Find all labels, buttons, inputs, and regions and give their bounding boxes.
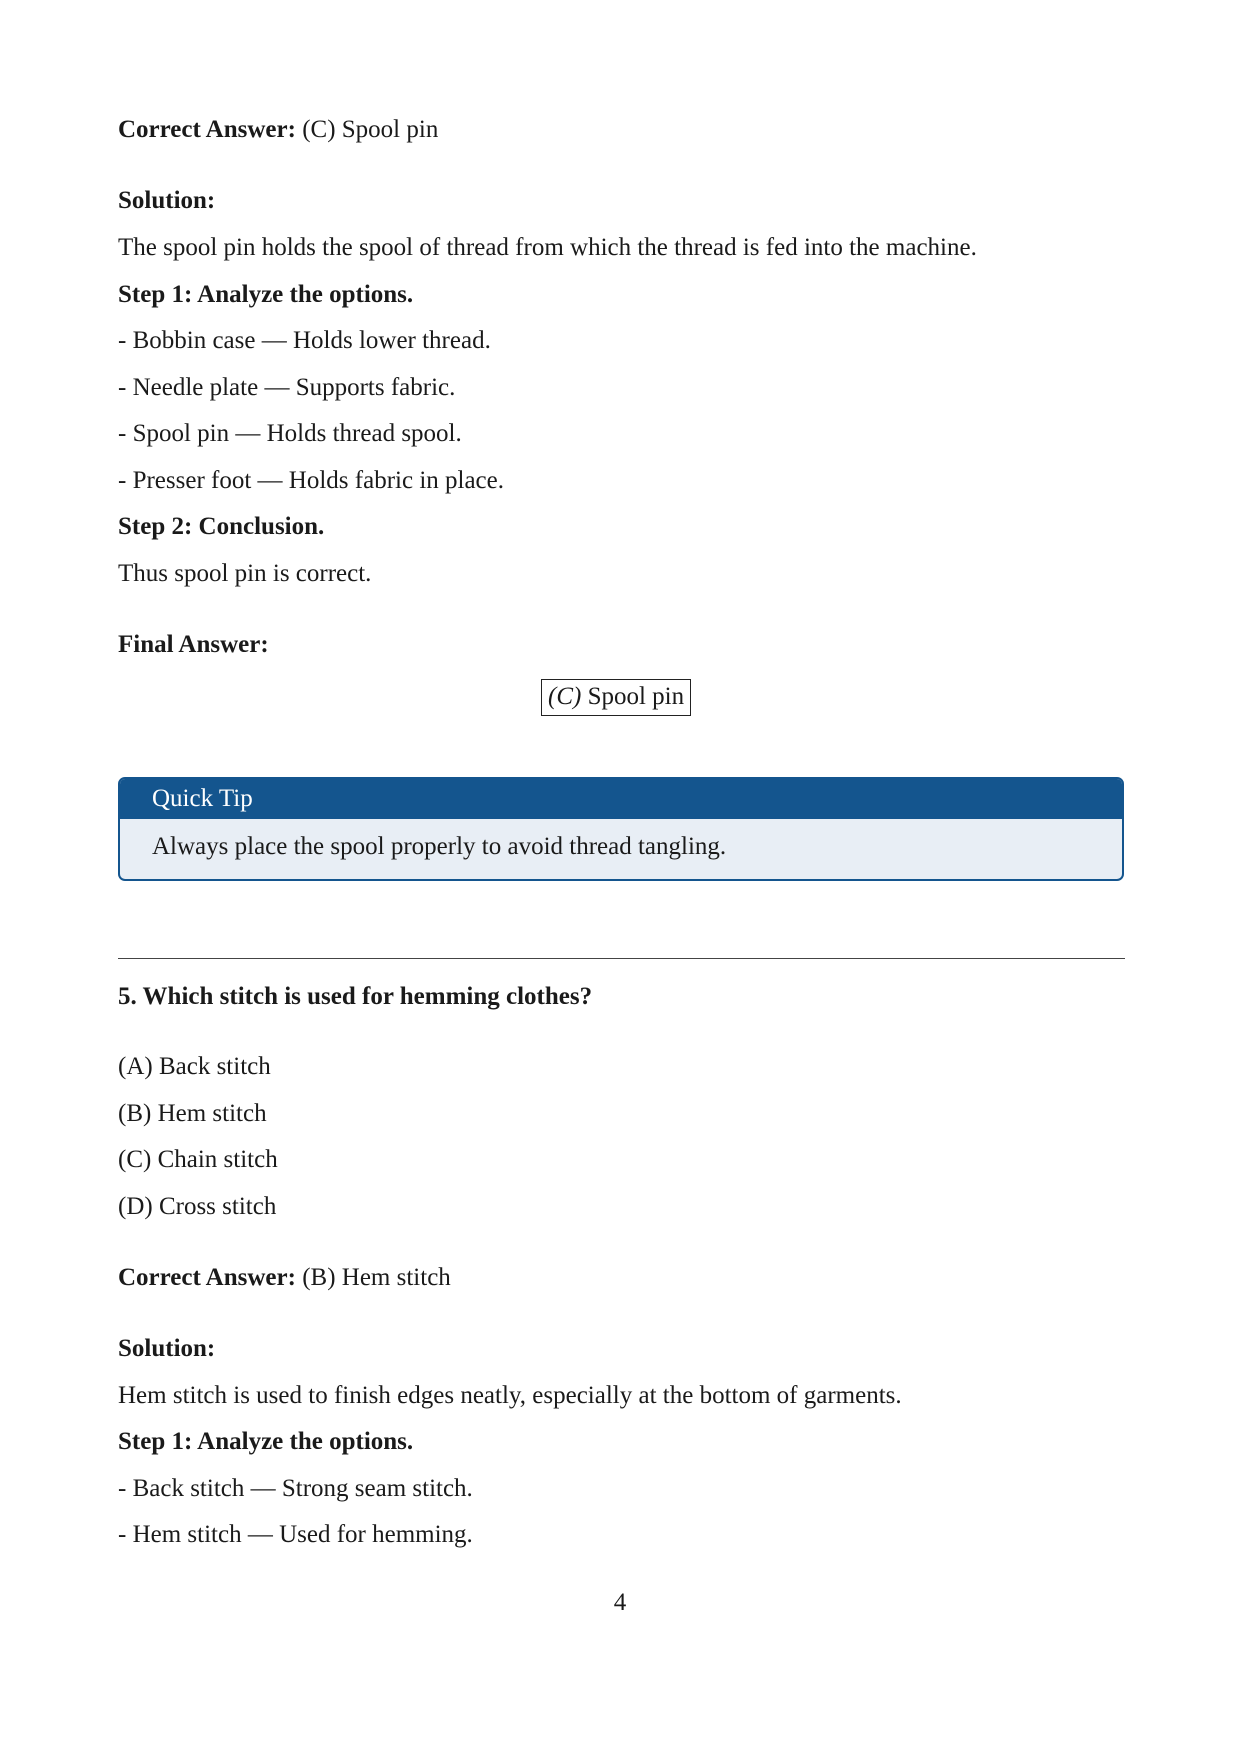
q4-option-item: - Needle plate — Supports fabric. <box>118 374 456 401</box>
q5-choice: (D) Cross stitch <box>118 1193 277 1220</box>
q5-choice: (B) Hem stitch <box>118 1100 267 1127</box>
q4-option-item: - Bobbin case — Holds lower thread. <box>118 327 491 354</box>
q5-solution-intro: Hem stitch is used to finish edges neatly, especially at the bottom of garments. <box>118 1382 902 1409</box>
q5-choice: (A) Back stitch <box>118 1053 271 1080</box>
q5-question: 5. Which stitch is used for hemming clothes? <box>118 983 593 1010</box>
quick-tip-text: Always place the spool properly to avoid thread tangling. <box>152 833 727 860</box>
quick-tip-box <box>118 777 1124 881</box>
final-answer-box <box>541 679 691 716</box>
q5-choice: (C) Chain stitch <box>118 1146 278 1173</box>
q4-solution-intro: The spool pin holds the spool of thread from which the thread is fed into the machine. <box>118 234 977 261</box>
q5-option-item: - Hem stitch — Used for hemming. <box>118 1521 473 1548</box>
q5-step1-heading: Step 1: Analyze the options. <box>118 1428 414 1455</box>
q4-final-answer-label: Final Answer: <box>118 631 269 658</box>
quick-tip-title: Quick Tip <box>120 779 1122 819</box>
q5-correct-answer <box>118 1263 451 1293</box>
q5-option-item: - Back stitch — Strong seam stitch. <box>118 1475 473 1502</box>
q4-correct-answer <box>118 115 438 145</box>
final-answer-text: Spool pin <box>587 683 685 710</box>
correct-answer-label: Correct Answer: <box>118 1264 296 1291</box>
q4-step2-heading: Step 2: Conclusion. <box>118 513 325 540</box>
q4-option-item: - Spool pin — Holds thread spool. <box>118 420 462 447</box>
correct-answer-label: Correct Answer: <box>118 116 296 143</box>
q4-solution-label: Solution: <box>118 187 216 214</box>
correct-answer-value: (C) Spool pin <box>302 116 439 143</box>
final-answer-letter: (C) <box>548 683 582 710</box>
q5-solution-label: Solution: <box>118 1335 216 1362</box>
q4-step1-heading: Step 1: Analyze the options. <box>118 281 414 308</box>
q4-option-item: - Presser foot — Holds fabric in place. <box>118 467 504 494</box>
q4-conclusion: Thus spool pin is correct. <box>118 560 372 587</box>
section-divider <box>118 958 1125 959</box>
page-number: 4 <box>613 1589 627 1616</box>
correct-answer-value: (B) Hem stitch <box>302 1264 451 1291</box>
